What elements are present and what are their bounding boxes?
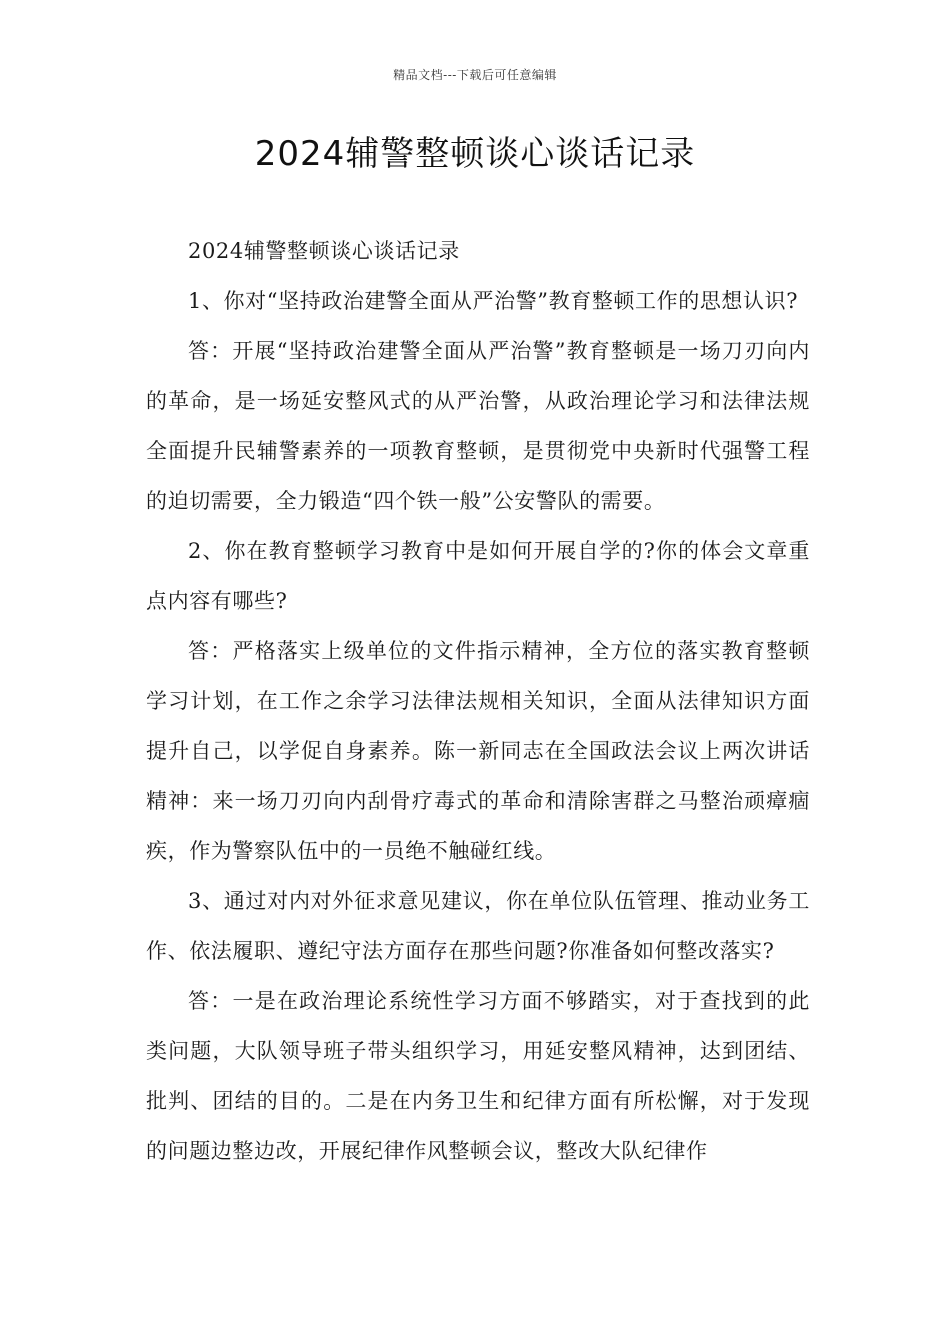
paragraph-question-2: 2、你在教育整顿学习教育中是如何开展自学的?你的体会文章重点内容有哪些? [146,539,810,613]
document-body [146,226,810,1176]
paragraph-answer-3: 答：一是在政治理论系统性学习方面不够踏实，对于查找到的此类问题，大队领导班子带头组织学习，用延安整风精神，达到团结、批判、团结的目的。二是在内务卫生和纪律方面有所松懈，对于发现的问题边整边改，开展纪律作风整顿会议，整改大队纪律作 [146,989,810,1163]
paragraph-answer-2: 答：严格落实上级单位的文件指示精神，全方位的落实教育整顿学习计划，在工作之余学习法律法规相关知识，全面从法律知识方面提升自己，以学促自身素养。陈一新同志在全国政法会议上两次讲话精神：来一场刀刃向内刮骨疗毒式的革命和清除害群之马整治顽瘴痼疾，作为警察队伍中的一员绝不触碰红线。 [146,639,810,863]
paragraph-answer-1: 答：开展“坚持政治建警全面从严治警”教育整顿是一场刀刃向内的革命，是一场延安整风式的从严治警，从政治理论学习和法律法规全面提升民辅警素养的一项教育整顿，是贯彻党中央新时代强警工程的迫切需要，全力锻造“四个铁一般”公安警队的需要。 [146,339,810,513]
document-title: 2024辅警整顿谈心谈话记录 [254,134,696,174]
header-note: 精品文档---下载后可任意编辑 [393,68,557,82]
paragraph-question-3: 3、通过对内对外征求意见建议，你在单位队伍管理、推动业务工作、依法履职、遵纪守法方面存在那些问题?你准备如何整改落实? [146,889,810,963]
paragraph-question-1: 1、你对“坚持政治建警全面从严治警”教育整顿工作的思想认识? [188,289,799,313]
paragraph-subtitle: 2024辅警整顿谈心谈话记录 [188,239,460,263]
